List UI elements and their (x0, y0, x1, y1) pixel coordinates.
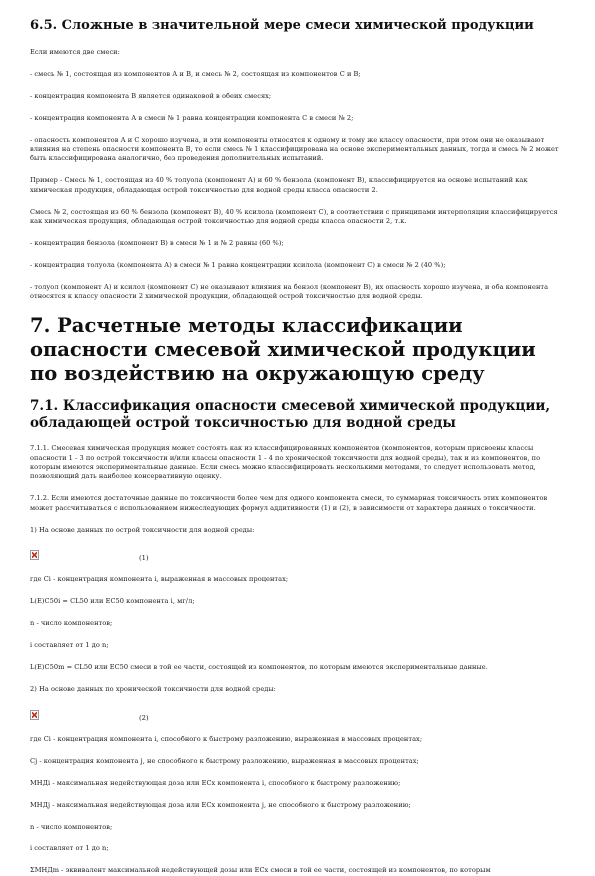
formula-2-number: (2) (139, 713, 149, 722)
definition: i составляет от 1 до n; (30, 641, 109, 650)
definition: где Ci - концентрация компонента i, выраженная в массовых процентах; (30, 575, 289, 584)
definition: где Ci - концентрация компонента i, способного к быстрому разложению, выраженная в массовых процентах; (30, 734, 423, 743)
definition: n - число компонентов; (30, 822, 113, 831)
formula-2 (30, 707, 569, 723)
formula-1 (30, 547, 569, 563)
paragraph: - концентрация компонента В является одинаковой в обеих смесях; (30, 91, 272, 100)
item-2-title: 2) На основе данных по хронической токсичности для водной среды: (30, 684, 276, 693)
broken-image-icon (30, 550, 39, 560)
definition: МНДi - максимальная недействующая доза или ECx компонента i, способного к быстрому разложению; (30, 778, 401, 787)
definition: ΣМНДm - эквивалент максимальной недействующей дозы или ECx смеси в той ее части, состоящей из компонентов, по которым (30, 866, 491, 875)
paragraph: Если имеются две смеси: (30, 48, 120, 56)
paragraph: - смесь № 1, состоящая из компонентов А и В, и смесь № 2, состоящая из компонентов С и В; (30, 69, 361, 78)
paragraph: Смесь № 2, состоящая из 60 % бензола (компонент В), 40 % ксилола (компонент С), в соответствии с принципами интерполяции классифицируется как химическая продукция, обладающая острой токсичностью для водной среды класса опасности 2, т.к. (30, 207, 558, 226)
paragraph: - концентрация бензола (компонент В) в смеси № 1 и № 2 равны (60 %); (30, 238, 284, 247)
paragraph: - толуол (компонент А) и ксилол (компонент С) не оказывают влияния на бензол (компонент В), их опасность хорошо изучена, и оба компонента относятся к классу опасности 2 химической продукции, обладающей острой токсичностью для водной среды. (30, 282, 549, 301)
section-7-1-heading: 7.1. Классификация опасности смесевой химической продукции, обладающей острой токсичностью для водной среды (30, 398, 551, 432)
section-6-5-heading: 6.5. Сложные в значительной мере смеси химической продукции (30, 18, 534, 33)
definition: n - число компонентов; (30, 619, 113, 628)
definition: L(E)C50i = CL50 или EC50 компонента i, мг/л; (30, 597, 195, 606)
paragraph: - опасность компонентов А и С хорошо изучена, и эти компоненты относятся к одному и тому же классу опасности, при этом они не оказывают влияния на степень опасности компонента В, то если смесь № 1 классифицирована на основе экспериментальных данных, тогда и смесь № 2 может быть классифицирована аналогично, без проведения дополнительных испытаний. (30, 135, 559, 163)
definition: Cj - концентрация компонента j, не способного к быстрому разложению, выраженная в массовых процентах; (30, 756, 419, 765)
paragraph: - концентрация компонента А в смеси № 1 равна концентрации компонента С в смеси № 2; (30, 113, 354, 122)
formula-1-number: (1) (139, 554, 149, 563)
paragraph: - концентрация толуола (компонента А) в смеси № 1 равна концентрации ксилола (компонент С) в смеси № 2 (40 %); (30, 260, 446, 269)
section-7-heading: 7. Расчетные методы классификации опасности смесевой химической продукции по воздействию на окружающую среду (30, 314, 536, 386)
definition: L(E)C50m = CL50 или EC50 смеси в той ее части, состоящей из компонентов, по которым имеются экспериментальные данные. (30, 663, 488, 672)
definition: МНДj - максимальная недействующая доза или ECx компонента j, не способного к быстрому разложению; (30, 800, 411, 809)
paragraph-7-1-2: 7.1.2. Если имеются достаточные данные по токсичности более чем для одного компонента смеси, то суммарная токсичность этих компонентов может рассчитываться с использованием нижеследующих формул аддитивности (1) и (2), в зависимости от характера данных о токсичности. (30, 494, 548, 512)
example-paragraph: Пример - Смесь № 1, состоящая из 40 % толуола (компонент А) и 60 % бензола (компонент В), классифицируется на основе испытаний как химическая продукция, обладающая острой токсичностью для водной среды класса опасности 2. (30, 176, 528, 194)
paragraph-7-1-1: 7.1.1. Смесевая химическая продукция может состоять как из классифицированных компонентов (компонентов, которым присвоены классы опасности 1 - 3 по острой токсичности и/или классы опасности 1 - 4 по хронической токсичности для водной среды), так и из компонентов, по которым имеются экспериментальные данные. Если смесь можно классифицировать несколькими методами, то следует использовать метод, позволяющий дать наиболее консервативную оценку. (30, 444, 541, 481)
broken-image-icon (30, 710, 39, 720)
item-1-title: 1) На основе данных по острой токсичности для водной среды: (30, 525, 255, 534)
definition: i составляет от 1 до n; (30, 844, 109, 853)
